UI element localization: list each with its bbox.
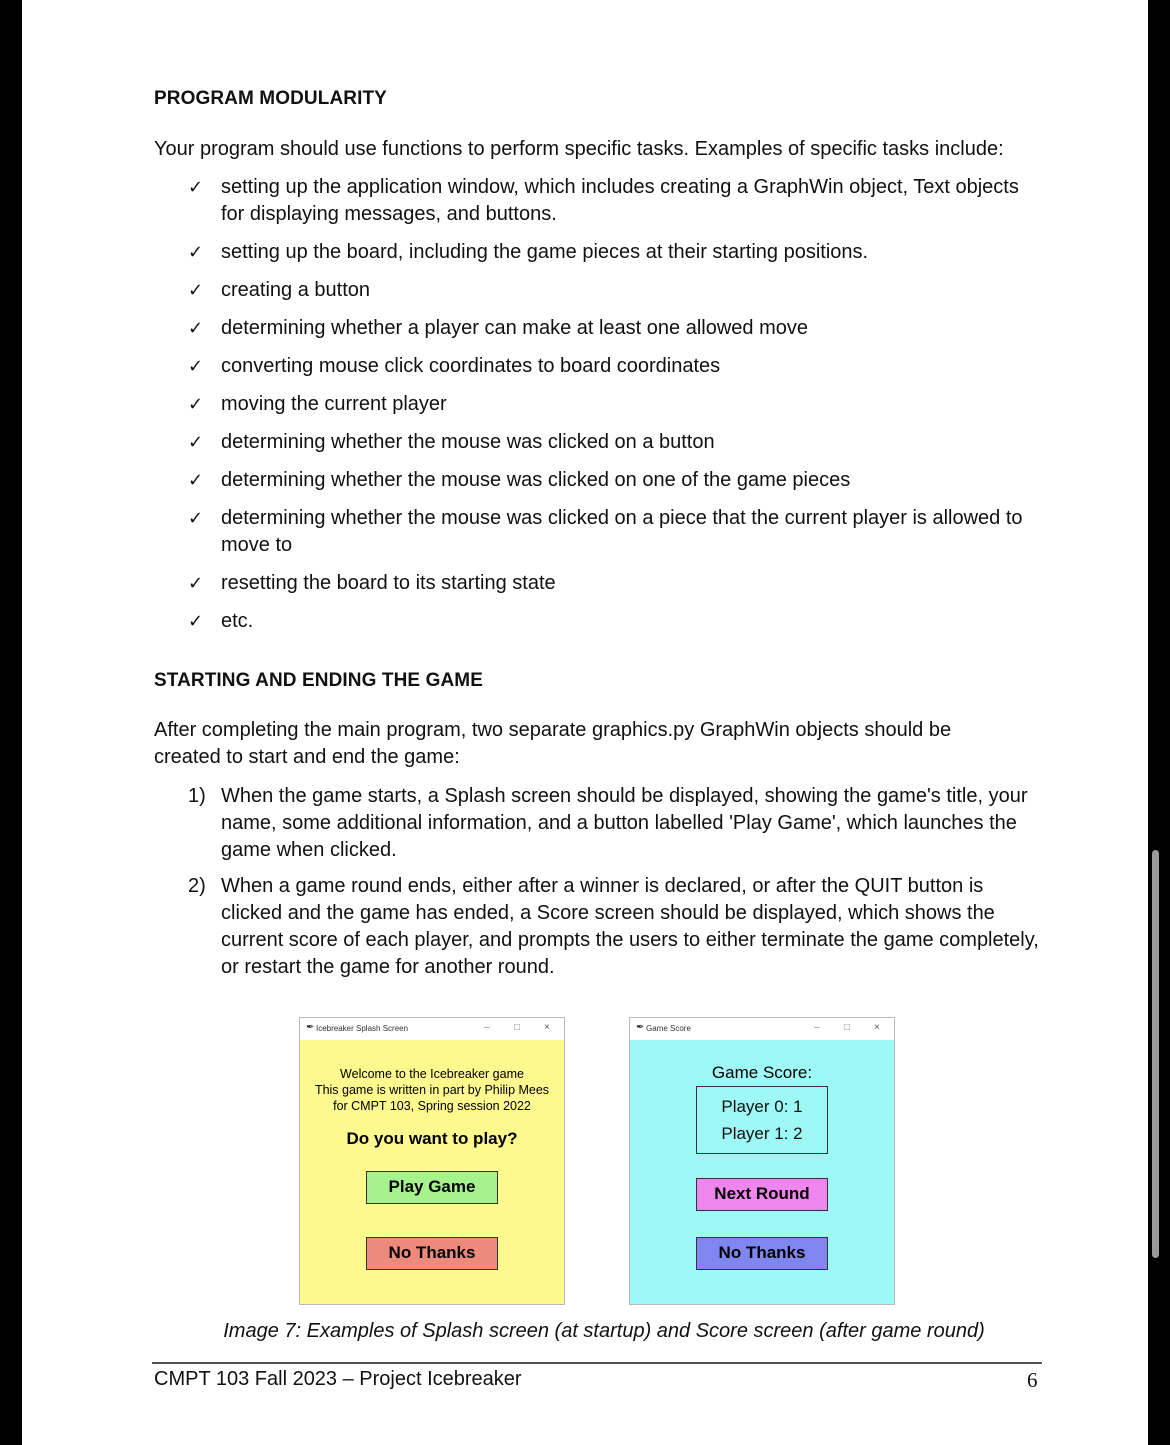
minimize-icon[interactable]: – — [484, 1022, 490, 1033]
feather-icon: ✒ — [306, 1022, 315, 1033]
section-heading-program-modularity: PROGRAM MODULARITY — [154, 88, 387, 109]
window-title: Game Score — [646, 1024, 691, 1033]
page-number: 6 — [1027, 1368, 1038, 1392]
no-thanks-button[interactable]: No Thanks — [696, 1237, 828, 1270]
checkmark-icon: ✓ — [188, 508, 204, 529]
player-1-score: Player 1: 2 — [721, 1124, 803, 1143]
next-round-button[interactable]: Next Round — [696, 1178, 828, 1211]
play-game-button[interactable]: Play Game — [366, 1171, 498, 1204]
author-line: This game is written in part by Philip Mees — [314, 1083, 550, 1097]
course-line: for CMPT 103, Spring session 2022 — [333, 1099, 531, 1113]
window-titlebar — [630, 1018, 894, 1040]
checkmark-icon: ✓ — [188, 394, 204, 415]
checkmark-icon: ✓ — [188, 318, 204, 339]
score-canvas — [630, 1040, 894, 1304]
checkmark-icon: ✓ — [188, 611, 204, 632]
score-box — [696, 1086, 828, 1154]
splash-screen-window — [299, 1017, 565, 1305]
minimize-icon[interactable]: – — [814, 1022, 820, 1033]
section-heading-starting-ending: STARTING AND ENDING THE GAME — [154, 670, 483, 691]
splash-canvas — [300, 1040, 564, 1304]
footer-divider — [152, 1362, 1042, 1364]
scrollbar-thumb[interactable] — [1152, 850, 1159, 1258]
checkmark-icon: ✓ — [188, 177, 204, 198]
welcome-line: Welcome to the Icebreaker game — [340, 1067, 524, 1081]
checkmark-icon: ✓ — [188, 242, 204, 263]
window-titlebar — [300, 1018, 564, 1040]
checkmark-icon: ✓ — [188, 280, 204, 301]
play-prompt: Do you want to play? — [346, 1129, 518, 1148]
maximize-icon[interactable]: □ — [514, 1022, 521, 1033]
maximize-icon[interactable]: □ — [844, 1022, 851, 1033]
checkmark-icon: ✓ — [188, 432, 204, 453]
checkmark-icon: ✓ — [188, 470, 204, 491]
checkmark-icon: ✓ — [188, 356, 204, 377]
score-screen-window — [629, 1017, 895, 1305]
footer-course-title: CMPT 103 Fall 2023 – Project Icebreaker — [154, 1368, 522, 1390]
window-title: Icebreaker Splash Screen — [316, 1024, 409, 1033]
close-icon[interactable]: × — [544, 1022, 550, 1033]
feather-icon: ✒ — [636, 1022, 645, 1033]
no-thanks-button[interactable]: No Thanks — [366, 1237, 498, 1270]
section-intro-paragraph: After completing the main program, two separate graphics.py GraphWin objects should be created to start and end the game: — [154, 719, 952, 768]
checkmark-icon: ✓ — [188, 573, 204, 594]
figure-caption: Image 7: Examples of Splash screen (at startup) and Score screen (after game round) — [223, 1320, 985, 1342]
player-0-score: Player 0: 1 — [721, 1097, 803, 1116]
document-page: PROGRAM MODULARITY Your program should use functions to perform specific tasks. Examples of specific tasks include: ✓ setting up the application window, which includes creating a GraphWin object, Text objects for displaying messages, and buttons. ✓ setting up the board, including the game pieces at their starting positions. ✓ creating a button ✓ determining whether a player can make at least one allowed move ✓ converting mouse click coordinates to board coordinates ✓ moving the current player ✓ determining whether the mouse was clicked on a button ✓ determining whether the mouse was clicked on one of the game pieces ✓ determining whether the mouse was clicked on a piece that the current player is allowed to move to ✓ resetting the board to its starting state ✓ etc. STARTING AND ENDING THE GAME After completing the main program, two separate graphics.py GraphWin objects should be created to start and end the game: 1) When the game starts, a Splash screen should be displayed, showing the game's title, your name, some additional information, and a button labelled 'Play Game', which launches the game when clicked. 2) When a game round ends, either after a winner is declared, or after the QUIT button is clicked and the game has ended, a Score screen should be displayed, which shows the current score of each player, and prompts the users to either terminate the game completely, or restart the game for another round. ✒ Icebreaker Splash Screen – □ × Welcome to the Icebreaker game This game is written in part by Philip Mees for CMPT 103, Spring session 2022 Do you want to play? Play Game No Thanks ✒ Game Score – □ × Game Score: Player 0: 1 Player 1: 2 Next Round No Thanks Image 7: Examples of Splash screen (at startup) and Score screen (after game round) CMPT 103 Fall 2023 – Project Icebreaker 6 — [22, 0, 1148, 1445]
close-icon[interactable]: × — [874, 1022, 880, 1033]
score-title: Game Score: — [711, 1063, 813, 1082]
section-intro-paragraph: Your program should use functions to perform specific tasks. Examples of specific tasks include: — [154, 138, 1004, 160]
